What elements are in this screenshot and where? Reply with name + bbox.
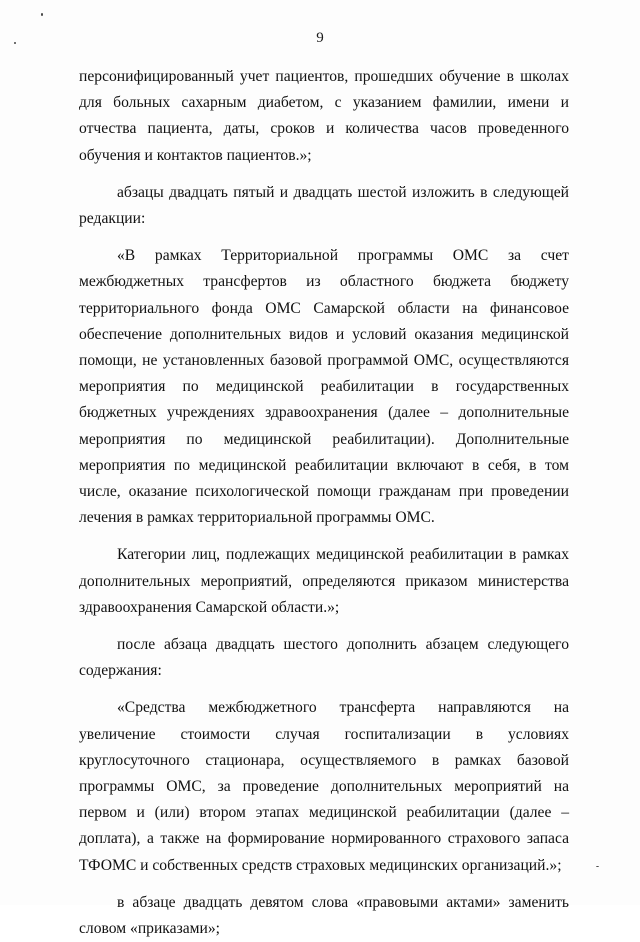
paragraph-quoted-rehabilitation: «В рамках Территориальной программы ОМС за счет межбюджетных трансфертов из областного бюджета бюджету территориального фонда ОМС Самарской области на финансовое обеспечение дополнительных видов и условий оказания медицинской помощи, не установленных базовой программой ОМС, осуществляются мероприятия по медицинской реабилитации в государственных бюджетных учреждениях здравоохранения (далее – дополнительные мероприятия по медицинской реабилитации). Дополнительные мероприятия по медицинской реабилитации включают в себя, в том числе, оказание психологической помощи гражданам при проведении лечения в рамках территориальной программы ОМС. xyxy=(79,247,569,527)
paragraph-categories: Категории лиц, подлежащих медицинской реабилитации в рамках дополнительных мероприятий, определяются приказом министерства здравоохранения Самарской области.»; xyxy=(79,546,569,616)
paragraph-quoted-transfer: «Средства межбюджетного трансферта направляются на увеличение стоимости случая госпитализации в условиях круглосуточного стационара, осуществляемого в рамках базовой программы ОМС, за проведение дополнительных мероприятий на первом и (или) втором этапах медицинской реабилитации (далее – доплата), а также на формирование нормированного страхового запаса ТФОМС и собственных средств страховых медицинских организаций.»; xyxy=(79,699,569,874)
paragraph-instruction-replace: абзацы двадцать пятый и двадцать шестой изложить в следующей редакции: xyxy=(79,183,569,228)
paragraph-continuation: персонифицированный учет пациентов, прошедших обучение в школах для больных сахарным диабетом, с указанием фамилии, имени и отчества пациента, даты, сроков и количества часов проведенного обучения и контактов пациентов.»; xyxy=(79,68,569,164)
scan-speck xyxy=(41,13,43,16)
paragraph-instruction-add: после абзаца двадцать шестого дополнить абзацем следующего содержания: xyxy=(79,636,569,680)
scan-speck xyxy=(596,866,599,867)
paragraph-instruction-words: в абзаце двадцать девятом слова «правовыми актами» заменить словом «приказами»; xyxy=(79,893,569,938)
page-number: 9 xyxy=(316,30,324,46)
document-body xyxy=(79,64,569,942)
